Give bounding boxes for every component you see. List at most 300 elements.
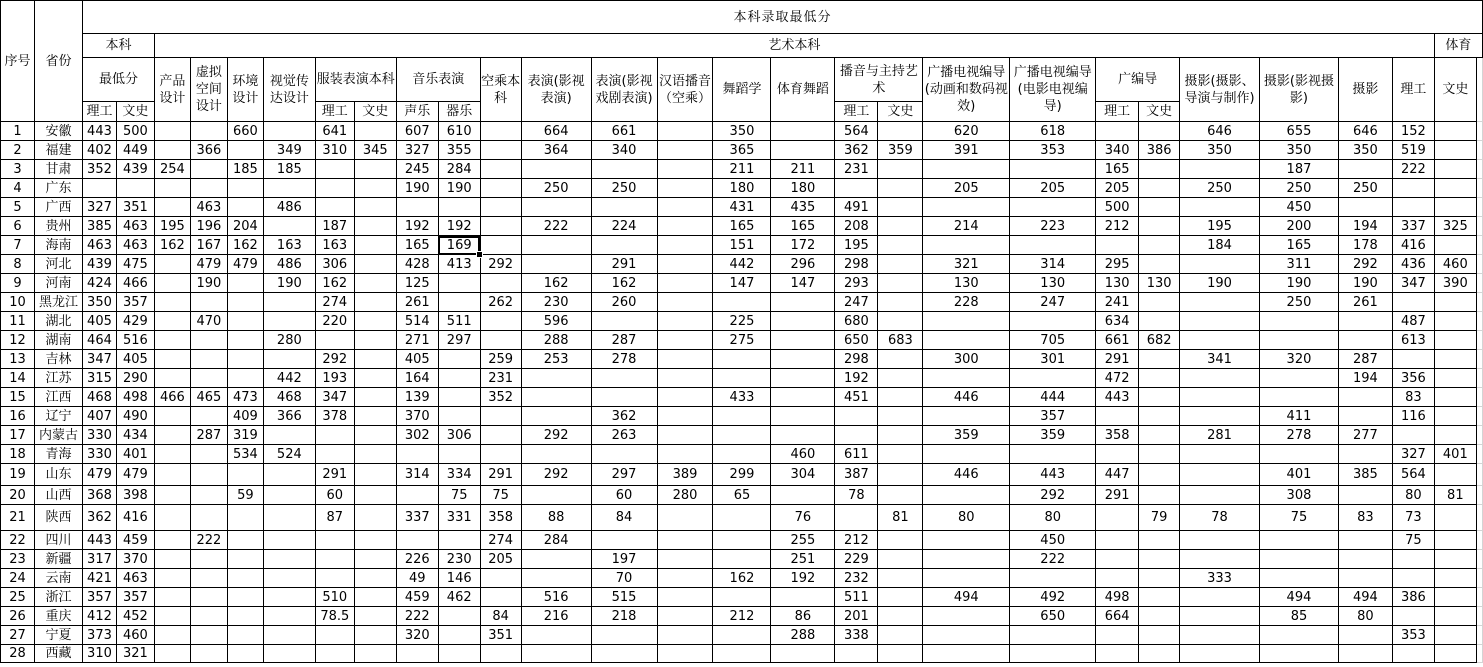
- virtual-space-cell[interactable]: [190, 588, 227, 607]
- empty-cell[interactable]: [1476, 369, 1482, 388]
- sports-arts-header[interactable]: 文史: [1434, 58, 1476, 122]
- env-design-cell[interactable]: [227, 141, 263, 160]
- min-arts-cell[interactable]: 357: [116, 293, 154, 312]
- tv-film-cell[interactable]: 650: [1010, 607, 1096, 626]
- gbd-arts-cell[interactable]: 386: [1139, 141, 1180, 160]
- music-instrument-cell[interactable]: 334: [438, 464, 480, 486]
- broadcast-sci-cell[interactable]: [835, 645, 878, 663]
- visual-comm-cell[interactable]: [263, 293, 315, 312]
- env-design-cell[interactable]: 409: [227, 407, 263, 426]
- fashion-arts-cell[interactable]: [354, 312, 396, 331]
- fashion-arts-cell[interactable]: [354, 350, 396, 369]
- province-cell[interactable]: 广西: [34, 198, 82, 217]
- dance-cell[interactable]: 212: [713, 607, 771, 626]
- gbd-sci-cell[interactable]: [1096, 407, 1139, 426]
- gbd-arts-cell[interactable]: [1139, 607, 1180, 626]
- airline-header[interactable]: 空乘本科: [480, 58, 521, 122]
- sports-sci-cell[interactable]: 337: [1392, 217, 1434, 236]
- visual-comm-cell[interactable]: 366: [263, 407, 315, 426]
- tv-film-cell[interactable]: 314: [1010, 255, 1096, 274]
- gbd-arts-cell[interactable]: [1139, 569, 1180, 588]
- gbd-sci-cell[interactable]: 498: [1096, 588, 1139, 607]
- perf-film-cell[interactable]: [521, 407, 591, 426]
- dance-cell[interactable]: 162: [713, 569, 771, 588]
- gbd-arts-cell[interactable]: [1139, 588, 1180, 607]
- mandarin-cell[interactable]: [657, 293, 713, 312]
- row-number[interactable]: 1: [1, 122, 35, 141]
- virtual-space-cell[interactable]: [190, 569, 227, 588]
- music-instrument-cell[interactable]: [438, 645, 480, 663]
- province-cell[interactable]: 黑龙江: [34, 293, 82, 312]
- photo-prod-cell[interactable]: 184: [1180, 236, 1260, 255]
- dance-cell[interactable]: [713, 445, 771, 464]
- env-design-cell[interactable]: [227, 588, 263, 607]
- photo-cell[interactable]: 83: [1338, 505, 1392, 531]
- mandarin-cell[interactable]: [657, 588, 713, 607]
- fashion-arts-cell[interactable]: [354, 160, 396, 179]
- gbd-sci-cell[interactable]: [1096, 122, 1139, 141]
- photo-film-cell[interactable]: 350: [1260, 141, 1339, 160]
- empty-cell[interactable]: [1476, 350, 1482, 369]
- fashion-arts-cell[interactable]: [354, 569, 396, 588]
- virtual-space-cell[interactable]: 465: [190, 388, 227, 407]
- perf-film-cell[interactable]: 288: [521, 331, 591, 350]
- broadcast-sci-cell[interactable]: [835, 407, 878, 426]
- perf-film-cell[interactable]: [521, 486, 591, 505]
- tv-film-cell[interactable]: 247: [1010, 293, 1096, 312]
- product-design-cell[interactable]: [154, 645, 190, 663]
- fashion-sci-cell[interactable]: 274: [315, 293, 354, 312]
- airline-cell[interactable]: [480, 331, 521, 350]
- min-sci-cell[interactable]: 350: [82, 293, 116, 312]
- tv-film-cell[interactable]: [1010, 160, 1096, 179]
- music-vocal-cell[interactable]: 327: [396, 141, 438, 160]
- min-sci-cell[interactable]: 479: [82, 464, 116, 486]
- fashion-arts-cell[interactable]: [354, 531, 396, 550]
- photo-film-cell[interactable]: 494: [1260, 588, 1339, 607]
- broadcast-arts-cell[interactable]: [878, 607, 923, 626]
- visual-comm-cell[interactable]: [263, 607, 315, 626]
- min-sci-cell[interactable]: 464: [82, 331, 116, 350]
- env-design-cell[interactable]: 319: [227, 426, 263, 445]
- mandarin-cell[interactable]: [657, 255, 713, 274]
- min-arts-cell[interactable]: 460: [116, 626, 154, 645]
- tv-film-cell[interactable]: [1010, 312, 1096, 331]
- sport-dance-cell[interactable]: [771, 588, 835, 607]
- photo-film-cell[interactable]: 278: [1260, 426, 1339, 445]
- sports-arts-cell[interactable]: [1434, 179, 1476, 198]
- tv-anim-cell[interactable]: [923, 531, 1010, 550]
- sports-arts-cell[interactable]: [1434, 645, 1476, 663]
- fashion-sci-cell[interactable]: 60: [315, 486, 354, 505]
- sports-sci-cell[interactable]: 152: [1392, 122, 1434, 141]
- perf-drama-cell[interactable]: 162: [591, 274, 657, 293]
- music-vocal-cell[interactable]: 165: [396, 236, 438, 255]
- airline-cell[interactable]: 262: [480, 293, 521, 312]
- sports-sci-cell[interactable]: [1392, 350, 1434, 369]
- photo-prod-cell[interactable]: [1180, 293, 1260, 312]
- music-instrument-cell[interactable]: [438, 388, 480, 407]
- env-design-cell[interactable]: [227, 550, 263, 569]
- sports-sci-cell[interactable]: 613: [1392, 331, 1434, 350]
- mandarin-cell[interactable]: [657, 217, 713, 236]
- fashion-arts-cell[interactable]: [354, 331, 396, 350]
- photo-cell[interactable]: [1338, 331, 1392, 350]
- min-arts-cell[interactable]: 405: [116, 350, 154, 369]
- tv-film-cell[interactable]: 359: [1010, 426, 1096, 445]
- perf-film-cell[interactable]: [521, 645, 591, 663]
- sheet-title[interactable]: 本科录取最低分: [82, 1, 1482, 34]
- product-design-cell[interactable]: [154, 445, 190, 464]
- min-arts-cell[interactable]: 490: [116, 407, 154, 426]
- visual-comm-cell[interactable]: [263, 588, 315, 607]
- tv-anim-cell[interactable]: [923, 198, 1010, 217]
- virtual-space-cell[interactable]: [190, 505, 227, 531]
- fashion-arts-cell[interactable]: [354, 179, 396, 198]
- product-design-cell[interactable]: [154, 407, 190, 426]
- photo-prod-cell[interactable]: [1180, 388, 1260, 407]
- env-design-cell[interactable]: 162: [227, 236, 263, 255]
- sports-sci-cell[interactable]: [1392, 607, 1434, 626]
- virtual-space-cell[interactable]: 470: [190, 312, 227, 331]
- music-vocal-cell[interactable]: 271: [396, 331, 438, 350]
- music-instrument-cell[interactable]: [438, 350, 480, 369]
- gbd-sci-cell[interactable]: 443: [1096, 388, 1139, 407]
- virtual-space-cell[interactable]: 190: [190, 274, 227, 293]
- env-design-cell[interactable]: [227, 293, 263, 312]
- perf-drama-cell[interactable]: 224: [591, 217, 657, 236]
- perf-film-cell[interactable]: [521, 626, 591, 645]
- tv-film-cell[interactable]: 450: [1010, 531, 1096, 550]
- tv-film-cell[interactable]: 80: [1010, 505, 1096, 531]
- min-arts-cell[interactable]: 351: [116, 198, 154, 217]
- gbd-sci-cell[interactable]: [1096, 531, 1139, 550]
- fashion-header[interactable]: 服装表演本科: [315, 58, 396, 102]
- fashion-arts-cell[interactable]: [354, 550, 396, 569]
- fashion-sci-cell[interactable]: [315, 569, 354, 588]
- music-vocal-cell[interactable]: 514: [396, 312, 438, 331]
- tv-film-cell[interactable]: [1010, 645, 1096, 663]
- music-vocal-cell[interactable]: 370: [396, 407, 438, 426]
- art-header[interactable]: 艺术本科: [154, 34, 1434, 58]
- broadcast-sci-cell[interactable]: [835, 505, 878, 531]
- gbd-sci-cell[interactable]: [1096, 236, 1139, 255]
- dance-cell[interactable]: 433: [713, 388, 771, 407]
- min-sci-cell[interactable]: 443: [82, 531, 116, 550]
- visual-comm-cell[interactable]: 486: [263, 255, 315, 274]
- broadcast-arts-cell[interactable]: [878, 569, 923, 588]
- gbd-sci-header[interactable]: 理工: [1096, 102, 1139, 122]
- sports-sci-cell[interactable]: 487: [1392, 312, 1434, 331]
- gbd-arts-cell[interactable]: [1139, 198, 1180, 217]
- visual-comm-cell[interactable]: [263, 179, 315, 198]
- sports-sci-cell[interactable]: [1392, 550, 1434, 569]
- photo-prod-cell[interactable]: 195: [1180, 217, 1260, 236]
- broadcast-arts-cell[interactable]: [878, 445, 923, 464]
- fashion-sci-cell[interactable]: 510: [315, 588, 354, 607]
- fashion-arts-cell[interactable]: [354, 607, 396, 626]
- sport-dance-cell[interactable]: 172: [771, 236, 835, 255]
- perf-drama-cell[interactable]: [591, 369, 657, 388]
- broadcast-sci-cell[interactable]: [835, 426, 878, 445]
- broadcast-arts-cell[interactable]: [878, 645, 923, 663]
- fashion-sci-cell[interactable]: 193: [315, 369, 354, 388]
- gbd-arts-cell[interactable]: [1139, 179, 1180, 198]
- photo-film-header[interactable]: 摄影(影视摄影): [1260, 58, 1339, 122]
- env-design-cell[interactable]: [227, 179, 263, 198]
- visual-comm-cell[interactable]: 468: [263, 388, 315, 407]
- photo-prod-cell[interactable]: [1180, 645, 1260, 663]
- sports-arts-cell[interactable]: [1434, 505, 1476, 531]
- sports-sci-cell[interactable]: 80: [1392, 486, 1434, 505]
- min-sci-cell[interactable]: 424: [82, 274, 116, 293]
- sport-dance-cell[interactable]: [771, 426, 835, 445]
- fashion-arts-cell[interactable]: [354, 505, 396, 531]
- sports-sci-cell[interactable]: 327: [1392, 445, 1434, 464]
- perf-film-cell[interactable]: 230: [521, 293, 591, 312]
- province-cell[interactable]: 宁夏: [34, 626, 82, 645]
- perf-drama-cell[interactable]: 297: [591, 464, 657, 486]
- perf-drama-cell[interactable]: [591, 445, 657, 464]
- photo-cell[interactable]: 292: [1338, 255, 1392, 274]
- gbd-sci-cell[interactable]: 447: [1096, 464, 1139, 486]
- music-instrument-cell[interactable]: 230: [438, 550, 480, 569]
- tv-anim-cell[interactable]: [923, 486, 1010, 505]
- broadcast-arts-cell[interactable]: [878, 486, 923, 505]
- perf-drama-cell[interactable]: [591, 531, 657, 550]
- photo-film-cell[interactable]: [1260, 531, 1339, 550]
- province-cell[interactable]: 新疆: [34, 550, 82, 569]
- perf-film-cell[interactable]: 664: [521, 122, 591, 141]
- fashion-sci-cell[interactable]: 162: [315, 274, 354, 293]
- airline-cell[interactable]: [480, 445, 521, 464]
- product-design-cell[interactable]: 195: [154, 217, 190, 236]
- row-number[interactable]: 9: [1, 274, 35, 293]
- sports-arts-cell[interactable]: [1434, 550, 1476, 569]
- mandarin-cell[interactable]: 280: [657, 486, 713, 505]
- tv-anim-cell[interactable]: 620: [923, 122, 1010, 141]
- gbd-arts-header[interactable]: 文史: [1139, 102, 1180, 122]
- gbd-arts-cell[interactable]: 79: [1139, 505, 1180, 531]
- virtual-space-cell[interactable]: 366: [190, 141, 227, 160]
- broadcast-sci-cell[interactable]: 232: [835, 569, 878, 588]
- music-instrument-cell[interactable]: 331: [438, 505, 480, 531]
- min-sci-cell[interactable]: 330: [82, 426, 116, 445]
- empty-cell[interactable]: [1476, 274, 1482, 293]
- broadcast-arts-cell[interactable]: [878, 531, 923, 550]
- gbd-arts-cell[interactable]: [1139, 388, 1180, 407]
- fashion-arts-cell[interactable]: [354, 122, 396, 141]
- perf-film-cell[interactable]: [521, 388, 591, 407]
- photo-prod-cell[interactable]: [1180, 588, 1260, 607]
- perf-film-cell[interactable]: [521, 236, 591, 255]
- sports-sci-cell[interactable]: 564: [1392, 464, 1434, 486]
- broadcast-arts-cell[interactable]: [878, 255, 923, 274]
- province-cell[interactable]: 河北: [34, 255, 82, 274]
- sports-sci-cell[interactable]: 75: [1392, 531, 1434, 550]
- sport-dance-cell[interactable]: [771, 331, 835, 350]
- tv-anim-cell[interactable]: 494: [923, 588, 1010, 607]
- tv-anim-cell[interactable]: 391: [923, 141, 1010, 160]
- perf-drama-header[interactable]: 表演(影视戏剧表演): [591, 58, 657, 122]
- tv-anim-cell[interactable]: [923, 236, 1010, 255]
- virtual-space-cell[interactable]: 222: [190, 531, 227, 550]
- dance-cell[interactable]: 211: [713, 160, 771, 179]
- province-cell[interactable]: 辽宁: [34, 407, 82, 426]
- tv-film-cell[interactable]: 443: [1010, 464, 1096, 486]
- photo-cell[interactable]: [1338, 645, 1392, 663]
- dance-cell[interactable]: [713, 626, 771, 645]
- broadcast-arts-cell[interactable]: 81: [878, 505, 923, 531]
- min-arts-cell[interactable]: 498: [116, 388, 154, 407]
- fashion-arts-cell[interactable]: [354, 407, 396, 426]
- env-design-cell[interactable]: [227, 464, 263, 486]
- product-design-cell[interactable]: [154, 626, 190, 645]
- perf-film-cell[interactable]: 88: [521, 505, 591, 531]
- fashion-sci-cell[interactable]: [315, 160, 354, 179]
- fashion-arts-cell[interactable]: 345: [354, 141, 396, 160]
- photo-cell[interactable]: [1338, 445, 1392, 464]
- dance-cell[interactable]: [713, 645, 771, 663]
- sports-arts-cell[interactable]: [1434, 293, 1476, 312]
- mandarin-cell[interactable]: [657, 531, 713, 550]
- music-vocal-cell[interactable]: [396, 531, 438, 550]
- broadcast-arts-cell[interactable]: [878, 626, 923, 645]
- tv-anim-cell[interactable]: [923, 407, 1010, 426]
- perf-film-cell[interactable]: 364: [521, 141, 591, 160]
- gbd-arts-cell[interactable]: [1139, 255, 1180, 274]
- empty-cell[interactable]: [1476, 464, 1482, 486]
- sports-sci-cell[interactable]: [1392, 569, 1434, 588]
- row-number[interactable]: 11: [1, 312, 35, 331]
- perf-film-cell[interactable]: [521, 569, 591, 588]
- broadcast-sci-cell[interactable]: 78: [835, 486, 878, 505]
- visual-comm-cell[interactable]: [263, 531, 315, 550]
- tv-film-cell[interactable]: 292: [1010, 486, 1096, 505]
- sports-arts-cell[interactable]: [1434, 464, 1476, 486]
- sport-dance-cell[interactable]: 255: [771, 531, 835, 550]
- fashion-sci-cell[interactable]: 292: [315, 350, 354, 369]
- tv-anim-cell[interactable]: [923, 369, 1010, 388]
- tv-film-cell[interactable]: 301: [1010, 350, 1096, 369]
- broadcast-arts-cell[interactable]: [878, 388, 923, 407]
- broadcast-sci-cell[interactable]: 650: [835, 331, 878, 350]
- broadcast-sci-cell[interactable]: 201: [835, 607, 878, 626]
- min-arts-cell[interactable]: 475: [116, 255, 154, 274]
- fashion-sci-cell[interactable]: 347: [315, 388, 354, 407]
- product-design-cell[interactable]: [154, 550, 190, 569]
- sports-sci-cell[interactable]: [1392, 645, 1434, 663]
- empty-cell[interactable]: [1476, 236, 1482, 255]
- tv-film-cell[interactable]: [1010, 569, 1096, 588]
- broadcast-arts-cell[interactable]: [878, 236, 923, 255]
- music-vocal-cell[interactable]: [396, 645, 438, 663]
- min-sci-header[interactable]: 理工: [82, 102, 116, 122]
- gbd-arts-cell[interactable]: [1139, 293, 1180, 312]
- sport-dance-cell[interactable]: 435: [771, 198, 835, 217]
- fashion-sci-cell[interactable]: 310: [315, 141, 354, 160]
- photo-prod-cell[interactable]: 78: [1180, 505, 1260, 531]
- perf-drama-cell[interactable]: 84: [591, 505, 657, 531]
- tv-film-cell[interactable]: 222: [1010, 550, 1096, 569]
- gbd-arts-cell[interactable]: [1139, 486, 1180, 505]
- province-cell[interactable]: 云南: [34, 569, 82, 588]
- min-sci-cell[interactable]: 412: [82, 607, 116, 626]
- min-arts-cell[interactable]: 449: [116, 141, 154, 160]
- dance-cell[interactable]: [713, 505, 771, 531]
- gbd-sci-cell[interactable]: 358: [1096, 426, 1139, 445]
- min-sci-cell[interactable]: 373: [82, 626, 116, 645]
- photo-cell[interactable]: 250: [1338, 179, 1392, 198]
- virtual-space-cell[interactable]: [190, 626, 227, 645]
- photo-prod-cell[interactable]: [1180, 486, 1260, 505]
- perf-drama-cell[interactable]: 362: [591, 407, 657, 426]
- photo-film-cell[interactable]: 308: [1260, 486, 1339, 505]
- row-number[interactable]: 27: [1, 626, 35, 645]
- perf-film-cell[interactable]: [521, 160, 591, 179]
- sports-sci-cell[interactable]: [1392, 293, 1434, 312]
- fashion-arts-header[interactable]: 文史: [354, 102, 396, 122]
- fashion-sci-cell[interactable]: [315, 550, 354, 569]
- env-design-cell[interactable]: [227, 331, 263, 350]
- tv-film-cell[interactable]: [1010, 626, 1096, 645]
- broadcast-sci-cell[interactable]: 247: [835, 293, 878, 312]
- airline-cell[interactable]: [480, 407, 521, 426]
- sport-dance-cell[interactable]: 460: [771, 445, 835, 464]
- photo-cell[interactable]: [1338, 388, 1392, 407]
- env-design-header[interactable]: 环境设计: [227, 58, 263, 122]
- gbd-arts-cell[interactable]: 682: [1139, 331, 1180, 350]
- gbd-arts-cell[interactable]: [1139, 550, 1180, 569]
- perf-film-cell[interactable]: 253: [521, 350, 591, 369]
- row-number[interactable]: 15: [1, 388, 35, 407]
- dance-cell[interactable]: [713, 531, 771, 550]
- airline-cell[interactable]: [480, 217, 521, 236]
- photo-film-cell[interactable]: [1260, 331, 1339, 350]
- tv-anim-cell[interactable]: 130: [923, 274, 1010, 293]
- env-design-cell[interactable]: [227, 645, 263, 663]
- mandarin-cell[interactable]: [657, 274, 713, 293]
- airline-cell[interactable]: 84: [480, 607, 521, 626]
- photo-cell[interactable]: 178: [1338, 236, 1392, 255]
- photo-film-cell[interactable]: 85: [1260, 607, 1339, 626]
- min-sci-cell[interactable]: 385: [82, 217, 116, 236]
- airline-cell[interactable]: 259: [480, 350, 521, 369]
- virtual-space-cell[interactable]: 287: [190, 426, 227, 445]
- sports-arts-cell[interactable]: [1434, 426, 1476, 445]
- min-sci-cell[interactable]: 468: [82, 388, 116, 407]
- product-design-cell[interactable]: [154, 486, 190, 505]
- music-vocal-cell[interactable]: 49: [396, 569, 438, 588]
- row-number[interactable]: 17: [1, 426, 35, 445]
- sports-sci-cell[interactable]: 519: [1392, 141, 1434, 160]
- min-arts-cell[interactable]: 321: [116, 645, 154, 663]
- empty-cell[interactable]: [1476, 255, 1482, 274]
- env-design-cell[interactable]: [227, 198, 263, 217]
- photo-prod-cell[interactable]: [1180, 198, 1260, 217]
- min-sci-cell[interactable]: 443: [82, 122, 116, 141]
- row-number[interactable]: 8: [1, 255, 35, 274]
- airline-cell[interactable]: 231: [480, 369, 521, 388]
- env-design-cell[interactable]: 204: [227, 217, 263, 236]
- tv-anim-cell[interactable]: [923, 626, 1010, 645]
- province-cell[interactable]: 山东: [34, 464, 82, 486]
- airline-cell[interactable]: 351: [480, 626, 521, 645]
- broadcast-sci-cell[interactable]: 511: [835, 588, 878, 607]
- airline-cell[interactable]: [480, 141, 521, 160]
- photo-film-cell[interactable]: [1260, 569, 1339, 588]
- photo-cell[interactable]: [1338, 198, 1392, 217]
